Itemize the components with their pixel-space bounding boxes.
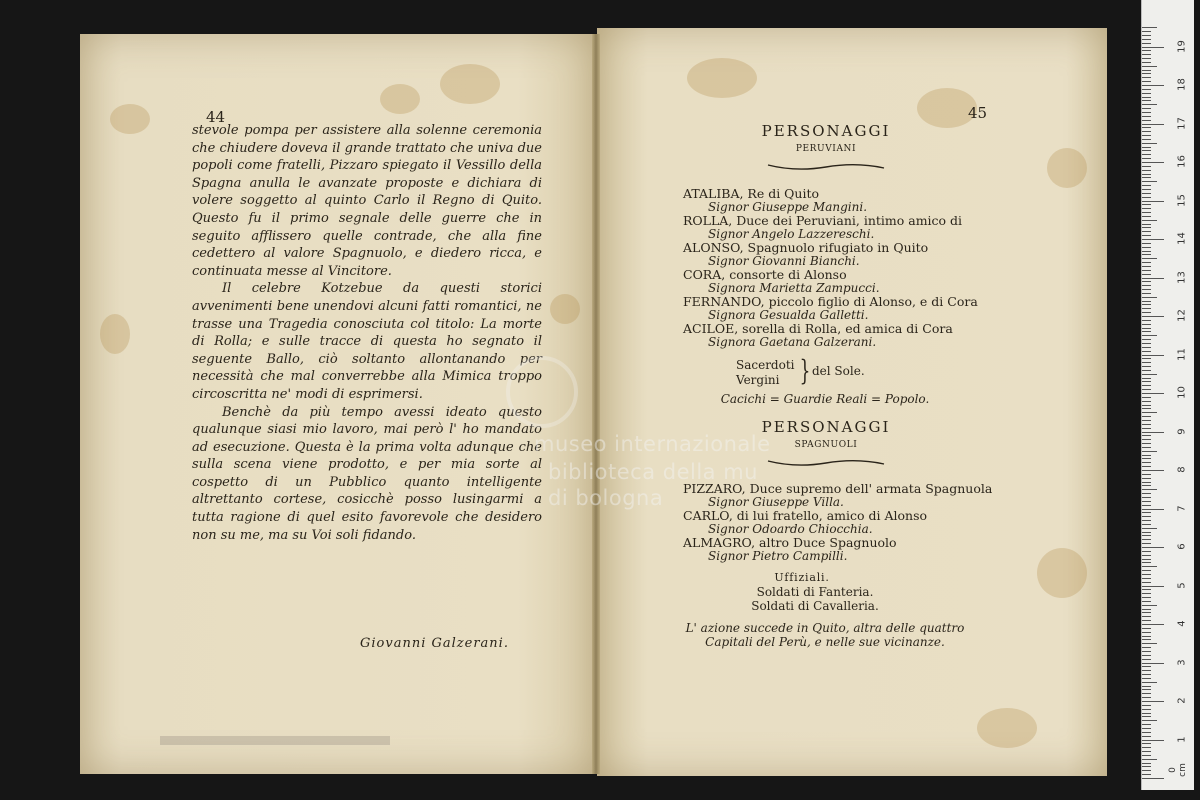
ruler-tick [1142, 262, 1151, 263]
watermark-line-1: museo internazionale [534, 432, 771, 456]
ruler-tick [1142, 759, 1157, 760]
ruler-tick [1142, 62, 1151, 63]
ruler-tick [1142, 166, 1151, 167]
ruler-tick [1142, 174, 1151, 175]
ruler-tick [1142, 528, 1157, 529]
ruler-tick [1142, 408, 1151, 409]
ruler-tick [1142, 331, 1151, 332]
ruler-tick [1142, 766, 1151, 767]
ruler-tick [1142, 355, 1164, 356]
ruler-tick [1142, 135, 1151, 136]
ruler-tick [1142, 343, 1151, 344]
signature: Giovanni Galzerani. [360, 636, 509, 651]
ruler-tick [1142, 374, 1157, 375]
ruler-tick [1142, 335, 1157, 336]
ruler-tick [1142, 139, 1151, 140]
ruler-tick [1142, 239, 1164, 240]
actor-fernando: Signora Gesualda Galletti. [708, 308, 869, 322]
ruler-tick [1142, 385, 1151, 386]
ruler-tick [1142, 170, 1151, 171]
ruler-tick [1142, 543, 1151, 544]
measurement-ruler [1141, 0, 1194, 790]
ruler-tick [1142, 285, 1151, 286]
actor-aciloe: Signora Gaetana Galzerani. [708, 335, 877, 349]
ruler-tick [1142, 401, 1151, 402]
flourish-divider-1 [766, 162, 886, 172]
ruler-label: 12 [1176, 309, 1188, 322]
watermark-line-2: biblioteca della mu [548, 460, 758, 484]
ruler-tick [1142, 351, 1151, 352]
ruler-tick [1142, 270, 1151, 271]
ruler-tick [1142, 266, 1151, 267]
ruler-tick [1142, 566, 1157, 567]
ruler-label: 10 [1176, 386, 1188, 399]
ruler-tick [1142, 532, 1151, 533]
role-rolla: ROLLA, Duce dei Peruviani, intimo amico di [683, 213, 963, 228]
ruler-tick [1142, 455, 1151, 456]
ruler-tick [1142, 77, 1151, 78]
ruler-tick [1142, 158, 1151, 159]
ruler-tick [1142, 770, 1151, 771]
role-fernando: FERNANDO, piccolo figlio di Alonso, e di Cora [683, 294, 978, 309]
actor-ataliba: Signor Giuseppe Mangini. [708, 200, 868, 214]
role-cora: CORA, consorte di Alonso [683, 267, 847, 282]
ruler-tick [1142, 162, 1164, 163]
ruler-tick [1142, 212, 1151, 213]
ruler-tick [1142, 181, 1157, 182]
ruler-label: 6 [1176, 543, 1188, 550]
ruler-tick [1142, 551, 1151, 552]
ruler-tick [1142, 50, 1151, 51]
ruler-tick [1142, 243, 1151, 244]
ruler-tick [1142, 108, 1151, 109]
ruler-tick [1142, 616, 1151, 617]
ruler-tick [1142, 778, 1164, 779]
ruler-tick [1142, 312, 1151, 313]
ruler-unit-label: 0 cm [1168, 763, 1188, 777]
subheading-spagnuoli: SPAGNUOLI [794, 440, 858, 450]
flourish-divider-2 [766, 458, 886, 468]
ruler-tick [1142, 539, 1151, 540]
ruler-tick [1142, 47, 1164, 48]
ruler-tick [1142, 393, 1164, 394]
ruler-tick [1142, 208, 1151, 209]
ruler-label: 15 [1176, 193, 1188, 207]
ruler-label: 16 [1176, 155, 1188, 168]
ruler-tick [1142, 124, 1164, 125]
actor-alonso: Signor Giovanni Bianchi. [708, 254, 860, 268]
ruler-tick [1142, 254, 1151, 255]
ruler-tick [1142, 412, 1157, 413]
ruler-tick [1142, 100, 1151, 101]
ruler-tick [1142, 370, 1151, 371]
ruler-tick [1142, 713, 1151, 714]
role-alonso: ALONSO, Spagnuolo rifugiato in Quito [683, 240, 929, 255]
ruler-tick [1142, 347, 1151, 348]
ruler-tick [1142, 586, 1164, 587]
ruler-label: 18 [1176, 78, 1188, 91]
ruler-tick [1142, 54, 1151, 55]
ruler-tick [1142, 150, 1151, 151]
role-almagro: ALMAGRO, altro Duce Spagnuolo [683, 535, 897, 550]
group-names [736, 358, 795, 388]
ruler-tick [1142, 501, 1151, 502]
ruler-tick [1142, 678, 1151, 679]
azione-line-2: Capitali del Perù, e nelle sue vicinanze. [705, 635, 945, 649]
ruler-tick [1142, 143, 1157, 144]
ruler-label: 9 [1176, 427, 1188, 435]
ruler-tick [1142, 197, 1151, 198]
ruler-tick [1142, 578, 1151, 579]
ruler-tick [1142, 516, 1151, 517]
ruler-tick [1142, 485, 1151, 486]
ruler-tick [1142, 709, 1151, 710]
ruler-label: 4 [1176, 620, 1188, 627]
ruler-tick [1142, 774, 1151, 775]
ruler-tick [1142, 693, 1151, 694]
ruler-tick [1142, 127, 1151, 128]
ruler-tick [1142, 154, 1151, 155]
ruler-tick [1142, 443, 1151, 444]
ruler-tick [1142, 643, 1157, 644]
ruler-tick [1142, 58, 1151, 59]
ruler-tick [1142, 697, 1151, 698]
ruler-tick [1142, 177, 1151, 178]
ruler-tick [1142, 320, 1151, 321]
left-page-text [192, 122, 542, 544]
ruler-tick [1142, 358, 1151, 359]
ruler-tick [1142, 85, 1164, 86]
ruler-tick [1142, 301, 1151, 302]
paragraph-2: Il celebre Kotzebue da questi storici avvenimenti bene unendovi alcuni fatti romantici, ne trasse una Tragedia conosciuta col titolo: La morte di Rolla; e sulle tracce di questa ho segnato il seguente Ballo, ciò soltanto allontanando per necessità che mal converrebbe alla Mimica troppo circoscritta ne' modi di esprimersi. [192, 281, 542, 402]
actor-carlo: Signor Odoardo Chiocchia. [708, 522, 873, 536]
ruler-tick [1142, 651, 1151, 652]
ruler-tick [1142, 509, 1164, 510]
ruler-label: 13 [1176, 270, 1188, 284]
ruler-tick [1142, 466, 1151, 467]
ruler-tick [1142, 304, 1151, 305]
ruler-tick [1142, 701, 1164, 702]
ruler-tick [1142, 297, 1157, 298]
cavalleria-line: Soldati di Cavalleria. [751, 599, 879, 613]
ruler-label: 11 [1176, 347, 1188, 361]
ruler-tick [1142, 555, 1151, 556]
ruler-tick [1142, 639, 1151, 640]
ruler-tick [1142, 670, 1151, 671]
ruler-tick [1142, 251, 1151, 252]
ruler-tick [1142, 624, 1164, 625]
ruler-tick [1142, 520, 1151, 521]
ruler-tick [1142, 308, 1151, 309]
ruler-tick [1142, 512, 1151, 513]
ruler-tick [1142, 663, 1164, 664]
ruler-tick [1142, 474, 1151, 475]
ruler-label: 8 [1176, 466, 1188, 473]
paragraph-3: Benchè da più tempo avessi ideato questo qualunque siasi mio lavoro, mai però l' ho mandato ad esecuzione. Questa è la prima volta adunque che sulla scena viene prodotto, e per mia sorte al cospetto di un Pubblico quanto intelligente altrettanto cortese, cosicchè posso lusingarmi a tutta ragione di quel esito favorevole che desidero non su me, ma su Voi soli fidando. [192, 404, 542, 543]
ruler-tick [1142, 559, 1151, 560]
ruler-tick [1142, 278, 1164, 279]
ruler-tick [1142, 535, 1151, 536]
ruler-tick [1142, 366, 1151, 367]
ruler-tick [1142, 247, 1151, 248]
ruler-tick [1142, 716, 1151, 717]
ruler-tick [1142, 281, 1151, 282]
ruler-tick [1142, 31, 1151, 32]
ruler-tick [1142, 478, 1151, 479]
watermark-line-3: di bologna [548, 486, 664, 510]
ruler-label: 7 [1176, 504, 1188, 512]
ruler-tick [1142, 439, 1151, 440]
ruler-tick [1142, 720, 1157, 721]
ruler-tick [1142, 609, 1151, 610]
ruler-tick [1142, 505, 1151, 506]
ruler-tick [1142, 428, 1151, 429]
ruler-tick [1142, 547, 1164, 548]
ruler-tick [1142, 458, 1151, 459]
book-gutter [592, 34, 600, 774]
ruler-tick [1142, 235, 1151, 236]
ruler-tick [1142, 112, 1151, 113]
ruler-tick [1142, 582, 1151, 583]
ruler-tick [1142, 66, 1157, 67]
fanteria-line: Soldati di Fanteria. [756, 585, 874, 599]
ruler-tick [1142, 104, 1157, 105]
ruler-tick [1142, 659, 1151, 660]
role-aciloe: ACILOE, sorella di Rolla, ed amica di Cora [683, 321, 953, 336]
ruler-tick [1142, 204, 1151, 205]
ruler-tick [1142, 489, 1157, 490]
heading-spagnuoli: PERSONAGGI [761, 418, 891, 436]
ruler-tick [1142, 274, 1151, 275]
ruler-tick [1142, 655, 1151, 656]
ruler-tick [1142, 316, 1164, 317]
ruler-tick [1142, 628, 1151, 629]
ruler-tick [1142, 751, 1151, 752]
ruler-tick [1142, 686, 1151, 687]
ruler-tick [1142, 293, 1151, 294]
ruler-label: 5 [1176, 581, 1188, 589]
ruler-tick [1142, 743, 1151, 744]
ruler-tick [1142, 328, 1151, 329]
ruler-tick [1142, 405, 1151, 406]
ruler-tick [1142, 574, 1151, 575]
ruler-tick [1142, 81, 1151, 82]
ruler-tick [1142, 601, 1151, 602]
ruler-tick [1142, 220, 1157, 221]
ruler-tick [1142, 93, 1151, 94]
ruler-tick [1142, 620, 1151, 621]
cacichi-line: Cacichi = Guardie Reali = Popolo. [720, 392, 930, 406]
ruler-tick [1142, 324, 1151, 325]
ruler-tick [1142, 70, 1151, 71]
ruler-tick [1142, 35, 1151, 36]
ruler-tick [1142, 189, 1151, 190]
brace-glyph: } [799, 354, 811, 387]
ruler-tick [1142, 589, 1151, 590]
ruler-tick [1142, 462, 1151, 463]
ruler-tick [1142, 89, 1151, 90]
ruler-tick [1142, 39, 1151, 40]
ruler-tick [1142, 728, 1151, 729]
ruler-tick [1142, 362, 1151, 363]
ruler-tick [1142, 632, 1151, 633]
paragraph-1: stevole pompa per assistere alla solenne ceremonia che chiudere doveva il grande trattato che univa due popoli come fratelli, Pizzaro spiegato il Vessillo della Spagna anulla le avanzate proposte e dichiara di volere soggetto al quinto Carlo il Regno di Quito. Questo fu il primo segnale delle guerre che in seguito afflissero quelle contrade, che alla fine cedettero al valore Spagnuolo, e diedero ricca, e continuata messe al Vincitore. [192, 123, 542, 279]
ruler-tick [1142, 647, 1151, 648]
ruler-tick [1142, 381, 1151, 382]
actor-cora: Signora Marietta Zampucci. [708, 281, 880, 295]
ruler-tick [1142, 147, 1151, 148]
ruler-tick [1142, 420, 1151, 421]
ruler-tick [1142, 43, 1151, 44]
ruler-tick [1142, 636, 1151, 637]
ruler-tick [1142, 562, 1151, 563]
ruler-label: 2 [1176, 697, 1188, 704]
ruler-label: 17 [1176, 116, 1188, 130]
ruler-tick [1142, 493, 1151, 494]
ruler-tick [1142, 724, 1151, 725]
ruler-tick [1142, 682, 1157, 683]
ruler-tick [1142, 27, 1157, 28]
ruler-tick [1142, 763, 1151, 764]
ruler-tick [1142, 497, 1151, 498]
ruler-tick [1142, 231, 1151, 232]
ruler-tick [1142, 740, 1164, 741]
group-vergini: Vergini [736, 373, 780, 387]
role-pizzaro: PIZZARO, Duce supremo dell' armata Spagnuola [683, 481, 993, 496]
ruler-tick [1142, 432, 1164, 433]
subheading-peruviani: PERUVIANI [795, 144, 857, 154]
ruler-tick [1142, 705, 1151, 706]
left-page-number: 44 [206, 108, 226, 126]
faint-stamp [160, 736, 390, 745]
ruler-tick [1142, 593, 1151, 594]
ruler-tick [1142, 185, 1151, 186]
ruler-tick [1142, 747, 1151, 748]
ruler-tick [1142, 674, 1151, 675]
ruler-tick [1142, 378, 1151, 379]
ruler-tick [1142, 524, 1151, 525]
ruler-label: 1 [1176, 735, 1188, 743]
ruler-tick [1142, 339, 1151, 340]
ruler-tick [1142, 666, 1151, 667]
ruler-tick [1142, 97, 1151, 98]
group-sacerdoti: Sacerdoti [736, 358, 795, 372]
ruler-tick [1142, 612, 1151, 613]
ruler-tick [1142, 224, 1151, 225]
ruler-label: 19 [1176, 39, 1188, 53]
ruler-tick [1142, 755, 1151, 756]
ruler-tick [1142, 120, 1151, 121]
ruler-tick [1142, 216, 1151, 217]
ruler-tick [1142, 447, 1151, 448]
ruler-tick [1142, 73, 1151, 74]
group-del-sole: del Sole. [812, 364, 865, 378]
actor-pizzaro: Signor Giuseppe Villa. [708, 495, 844, 509]
actor-almagro: Signor Pietro Campilli. [708, 549, 848, 563]
ruler-tick [1142, 416, 1151, 417]
role-ataliba: ATALIBA, Re di Quito [683, 186, 820, 201]
ruler-tick [1142, 435, 1151, 436]
ruler-tick [1142, 482, 1151, 483]
ruler-tick [1142, 258, 1157, 259]
ruler-tick [1142, 389, 1151, 390]
ruler-tick [1142, 597, 1151, 598]
ruler-label: 14 [1176, 232, 1188, 245]
ruler-tick [1142, 424, 1151, 425]
ruler-tick [1142, 689, 1151, 690]
ruler-tick [1142, 570, 1151, 571]
ruler-tick [1142, 605, 1157, 606]
watermark-logo [506, 356, 578, 428]
uffiziali-line: Uffiziali. [774, 571, 830, 584]
ruler-tick [1142, 736, 1151, 737]
actor-rolla: Signor Angelo Lazzereschi. [708, 227, 875, 241]
ruler-tick [1142, 732, 1151, 733]
ruler-tick [1142, 227, 1151, 228]
ruler-tick [1142, 116, 1151, 117]
ruler-label: 3 [1176, 658, 1188, 666]
ruler-tick [1142, 451, 1157, 452]
right-page-number: 45 [968, 104, 988, 122]
ruler-tick [1142, 397, 1151, 398]
ruler-tick [1142, 470, 1164, 471]
ruler-tick [1142, 289, 1151, 290]
ruler-tick [1142, 193, 1151, 194]
ruler-tick [1142, 131, 1151, 132]
azione-line-1: L' azione succede in Quito, altra delle quattro [685, 621, 965, 635]
role-carlo: CARLO, di lui fratello, amico di Alonso [683, 508, 928, 523]
heading-peruviani: PERSONAGGI [761, 122, 891, 140]
ruler-tick [1142, 201, 1164, 202]
